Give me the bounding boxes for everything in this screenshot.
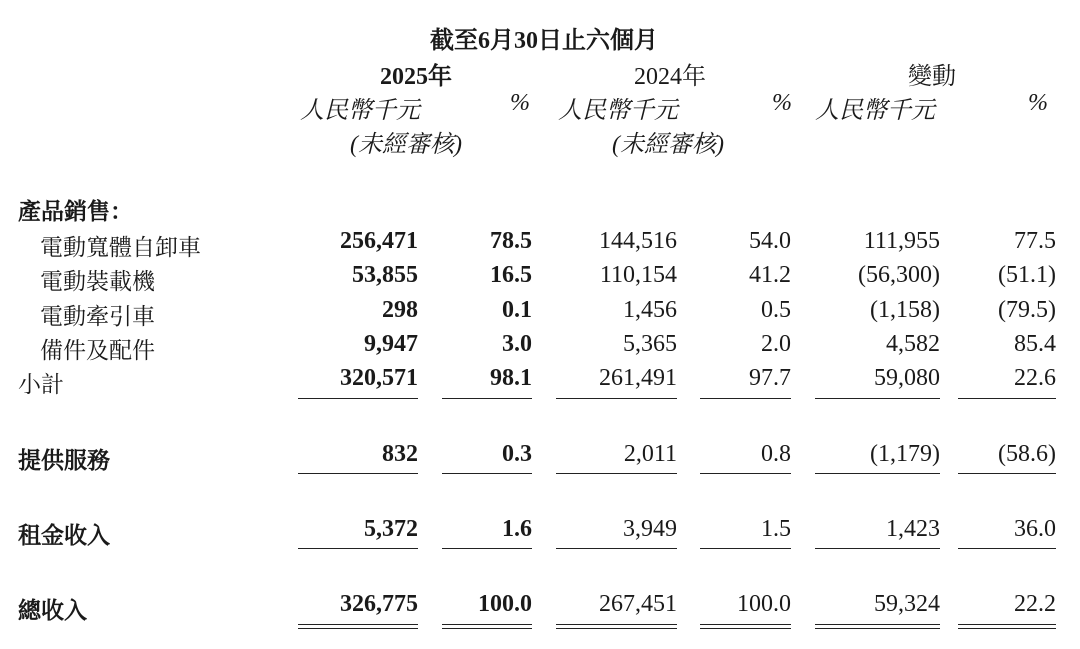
- cell-2025-value: 256,471: [340, 228, 418, 254]
- cell-2025-value: 320,571: [340, 365, 418, 391]
- currency-2025-label: 人民幣千元: [300, 98, 420, 124]
- cell-2025-value: 326,775: [340, 591, 418, 617]
- row-label: 電動牽引車: [40, 304, 155, 330]
- cell-change-percent: 77.5: [1014, 228, 1056, 254]
- underline-rule: [442, 473, 532, 474]
- cell-change-value: (1,158): [870, 297, 940, 323]
- year-2025-heading: 2025年: [380, 64, 452, 90]
- cell-change-percent: 22.2: [1014, 591, 1056, 617]
- cell-2025-percent: 78.5: [490, 228, 532, 254]
- underline-rule: [556, 548, 677, 549]
- cell-2024-percent: 0.8: [761, 441, 791, 467]
- cell-2024-percent: 100.0: [737, 591, 791, 617]
- underline-rule: [700, 398, 791, 399]
- cell-2024-value: 2,011: [623, 441, 677, 467]
- currency-2024-label: 人民幣千元: [558, 98, 678, 124]
- change-heading: 變動: [908, 64, 956, 90]
- unaudited-2024-label: (未經審核): [612, 132, 724, 158]
- underline-rule: [298, 548, 418, 549]
- cell-change-percent: 36.0: [1014, 516, 1056, 542]
- underline-rule: [700, 473, 791, 474]
- cell-change-value: (56,300): [858, 262, 940, 288]
- percent-change-label: %: [1028, 90, 1048, 116]
- period-heading: 截至6月30日止六個月: [430, 28, 658, 54]
- cell-2024-value: 267,451: [599, 591, 677, 617]
- row-label: 電動寬體自卸車: [40, 235, 201, 261]
- cell-2024-value: 261,491: [599, 365, 677, 391]
- cell-change-value: 59,080: [874, 365, 940, 391]
- cell-2025-value: 53,855: [352, 262, 418, 288]
- double-underline-rule: [700, 624, 791, 629]
- underline-rule: [958, 473, 1056, 474]
- underline-rule: [298, 398, 418, 399]
- underline-rule: [958, 548, 1056, 549]
- cell-2024-value: 1,456: [623, 297, 677, 323]
- row-label-subtotal: 小計: [18, 372, 64, 398]
- cell-2024-percent: 41.2: [749, 262, 791, 288]
- cell-2024-value: 3,949: [623, 516, 677, 542]
- row-label-total: 總收入: [18, 598, 87, 624]
- cell-2025-value: 5,372: [364, 516, 418, 542]
- cell-2025-value: 9,947: [364, 331, 418, 357]
- underline-rule: [815, 548, 940, 549]
- cell-2024-percent: 2.0: [761, 331, 791, 357]
- cell-2025-percent: 3.0: [502, 331, 532, 357]
- cell-change-value: 59,324: [874, 591, 940, 617]
- cell-change-value: 111,955: [863, 228, 940, 254]
- cell-2025-percent: 0.3: [502, 441, 532, 467]
- cell-2025-percent: 16.5: [490, 262, 532, 288]
- double-underline-rule: [556, 624, 677, 629]
- cell-2025-percent: 0.1: [502, 297, 532, 323]
- percent-2025-label: %: [510, 90, 530, 116]
- cell-2024-percent: 1.5: [761, 516, 791, 542]
- row-label-services: 提供服務: [18, 448, 110, 474]
- cell-2025-percent: 98.1: [490, 365, 532, 391]
- cell-2024-value: 5,365: [623, 331, 677, 357]
- cell-change-percent: 22.6: [1014, 365, 1056, 391]
- underline-rule: [298, 473, 418, 474]
- currency-change-label: 人民幣千元: [815, 98, 935, 124]
- unaudited-2025-label: (未經審核): [350, 132, 462, 158]
- row-label: 備件及配件: [40, 338, 155, 364]
- double-underline-rule: [442, 624, 532, 629]
- year-2024-heading: 2024年: [634, 64, 706, 90]
- underline-rule: [700, 548, 791, 549]
- underline-rule: [442, 398, 532, 399]
- cell-change-value: 4,582: [886, 331, 940, 357]
- double-underline-rule: [298, 624, 418, 629]
- cell-change-percent: (58.6): [998, 441, 1056, 467]
- cell-2025-value: 298: [382, 297, 418, 323]
- cell-2024-percent: 97.7: [749, 365, 791, 391]
- section-product-sales: 產品銷售：: [18, 199, 133, 225]
- cell-2024-value: 144,516: [599, 228, 677, 254]
- underline-rule: [556, 473, 677, 474]
- cell-2024-percent: 0.5: [761, 297, 791, 323]
- cell-2025-percent: 100.0: [478, 591, 532, 617]
- underline-rule: [556, 398, 677, 399]
- cell-change-percent: (79.5): [998, 297, 1056, 323]
- percent-2024-label: %: [772, 90, 792, 116]
- cell-2025-percent: 1.6: [502, 516, 532, 542]
- cell-change-value: 1,423: [886, 516, 940, 542]
- underline-rule: [815, 398, 940, 399]
- row-label: 電動裝載機: [40, 269, 155, 295]
- underline-rule: [815, 473, 940, 474]
- cell-2024-percent: 54.0: [749, 228, 791, 254]
- cell-2024-value: 110,154: [599, 262, 677, 288]
- double-underline-rule: [958, 624, 1056, 629]
- cell-change-value: (1,179): [870, 441, 940, 467]
- underline-rule: [958, 398, 1056, 399]
- cell-change-percent: (51.1): [998, 262, 1056, 288]
- underline-rule: [442, 548, 532, 549]
- cell-change-percent: 85.4: [1014, 331, 1056, 357]
- cell-2025-value: 832: [382, 441, 418, 467]
- row-label-rental: 租金收入: [18, 523, 110, 549]
- double-underline-rule: [815, 624, 940, 629]
